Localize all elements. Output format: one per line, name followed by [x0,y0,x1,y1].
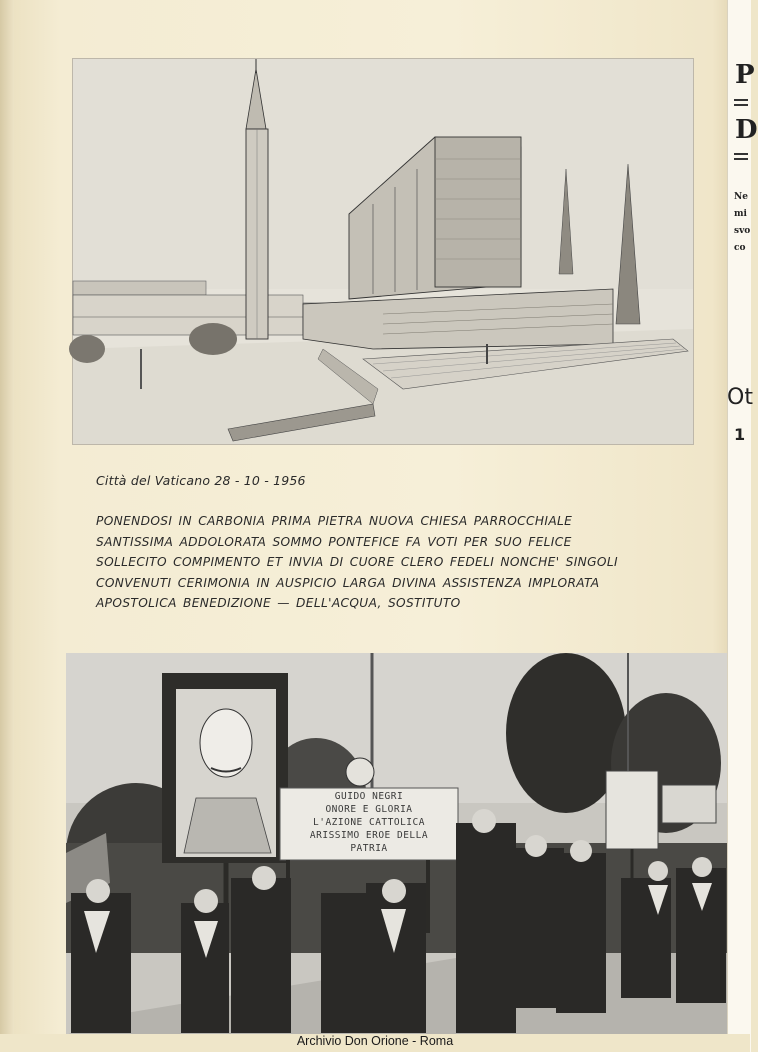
adjacent-page-letter: D [735,115,758,145]
banner-line: GUIDO NEGRI [334,791,404,802]
telegram-line: SANTISSIMA ADDOLORATA SOMMO PONTEFICE FA VOTI PER SUO FELICE [96,534,572,549]
procession-photograph [66,653,746,1035]
banner-line: PATRIA [350,843,388,854]
telegram-message [96,511,696,614]
adjacent-page-number: 1 [734,425,746,444]
banner-line: ARISSIMO EROE DELLA [309,830,429,841]
adjacent-page-letter: P [735,60,755,90]
adjacent-page-edge [727,0,758,1052]
papal-telegram [76,455,702,655]
adjacent-page-text: svo [734,226,751,236]
adjacent-page-rule [734,104,748,106]
telegram-line: SOLLECITO COMPIMENTO ET INVIA DI CUORE CLERO FEDELI NONCHE' SINGOLI [96,555,618,570]
banner-line: ONORE E GLORIA [325,804,413,815]
adjacent-page-text: Ne [734,192,748,202]
adjacent-page-text: co [734,243,746,253]
church-sketch-illustration [72,58,694,445]
archive-label: Archivio Don Orione - Roma [296,1034,454,1048]
archive-footer [0,1034,750,1052]
telegram-line: PONENDOSI IN CARBONIA PRIMA PIETRA NUOVA CHIESA PARROCCHIALE [96,514,573,528]
page-binding-edge [0,0,14,1052]
telegram-line: CONVENUTI CERIMONIA IN AUSPICIO LARGA DIVINA ASSISTENZA IMPLORATA [96,575,600,590]
telegram-dateline: Città del Vaticano 28 - 10 - 1956 [96,473,306,488]
banner-line: L'AZIONE CATTOLICA [313,817,425,828]
adjacent-page-text: mi [734,209,747,219]
adjacent-page-rule [734,153,748,155]
adjacent-page-rule [734,158,748,160]
adjacent-page-heading: Ot [727,385,753,410]
telegram-line: APOSTOLICA BENEDIZIONE — DELL'ACQUA, SOSTITUTO [96,596,461,611]
procession-banner [280,790,458,855]
adjacent-page-rule [734,99,748,101]
